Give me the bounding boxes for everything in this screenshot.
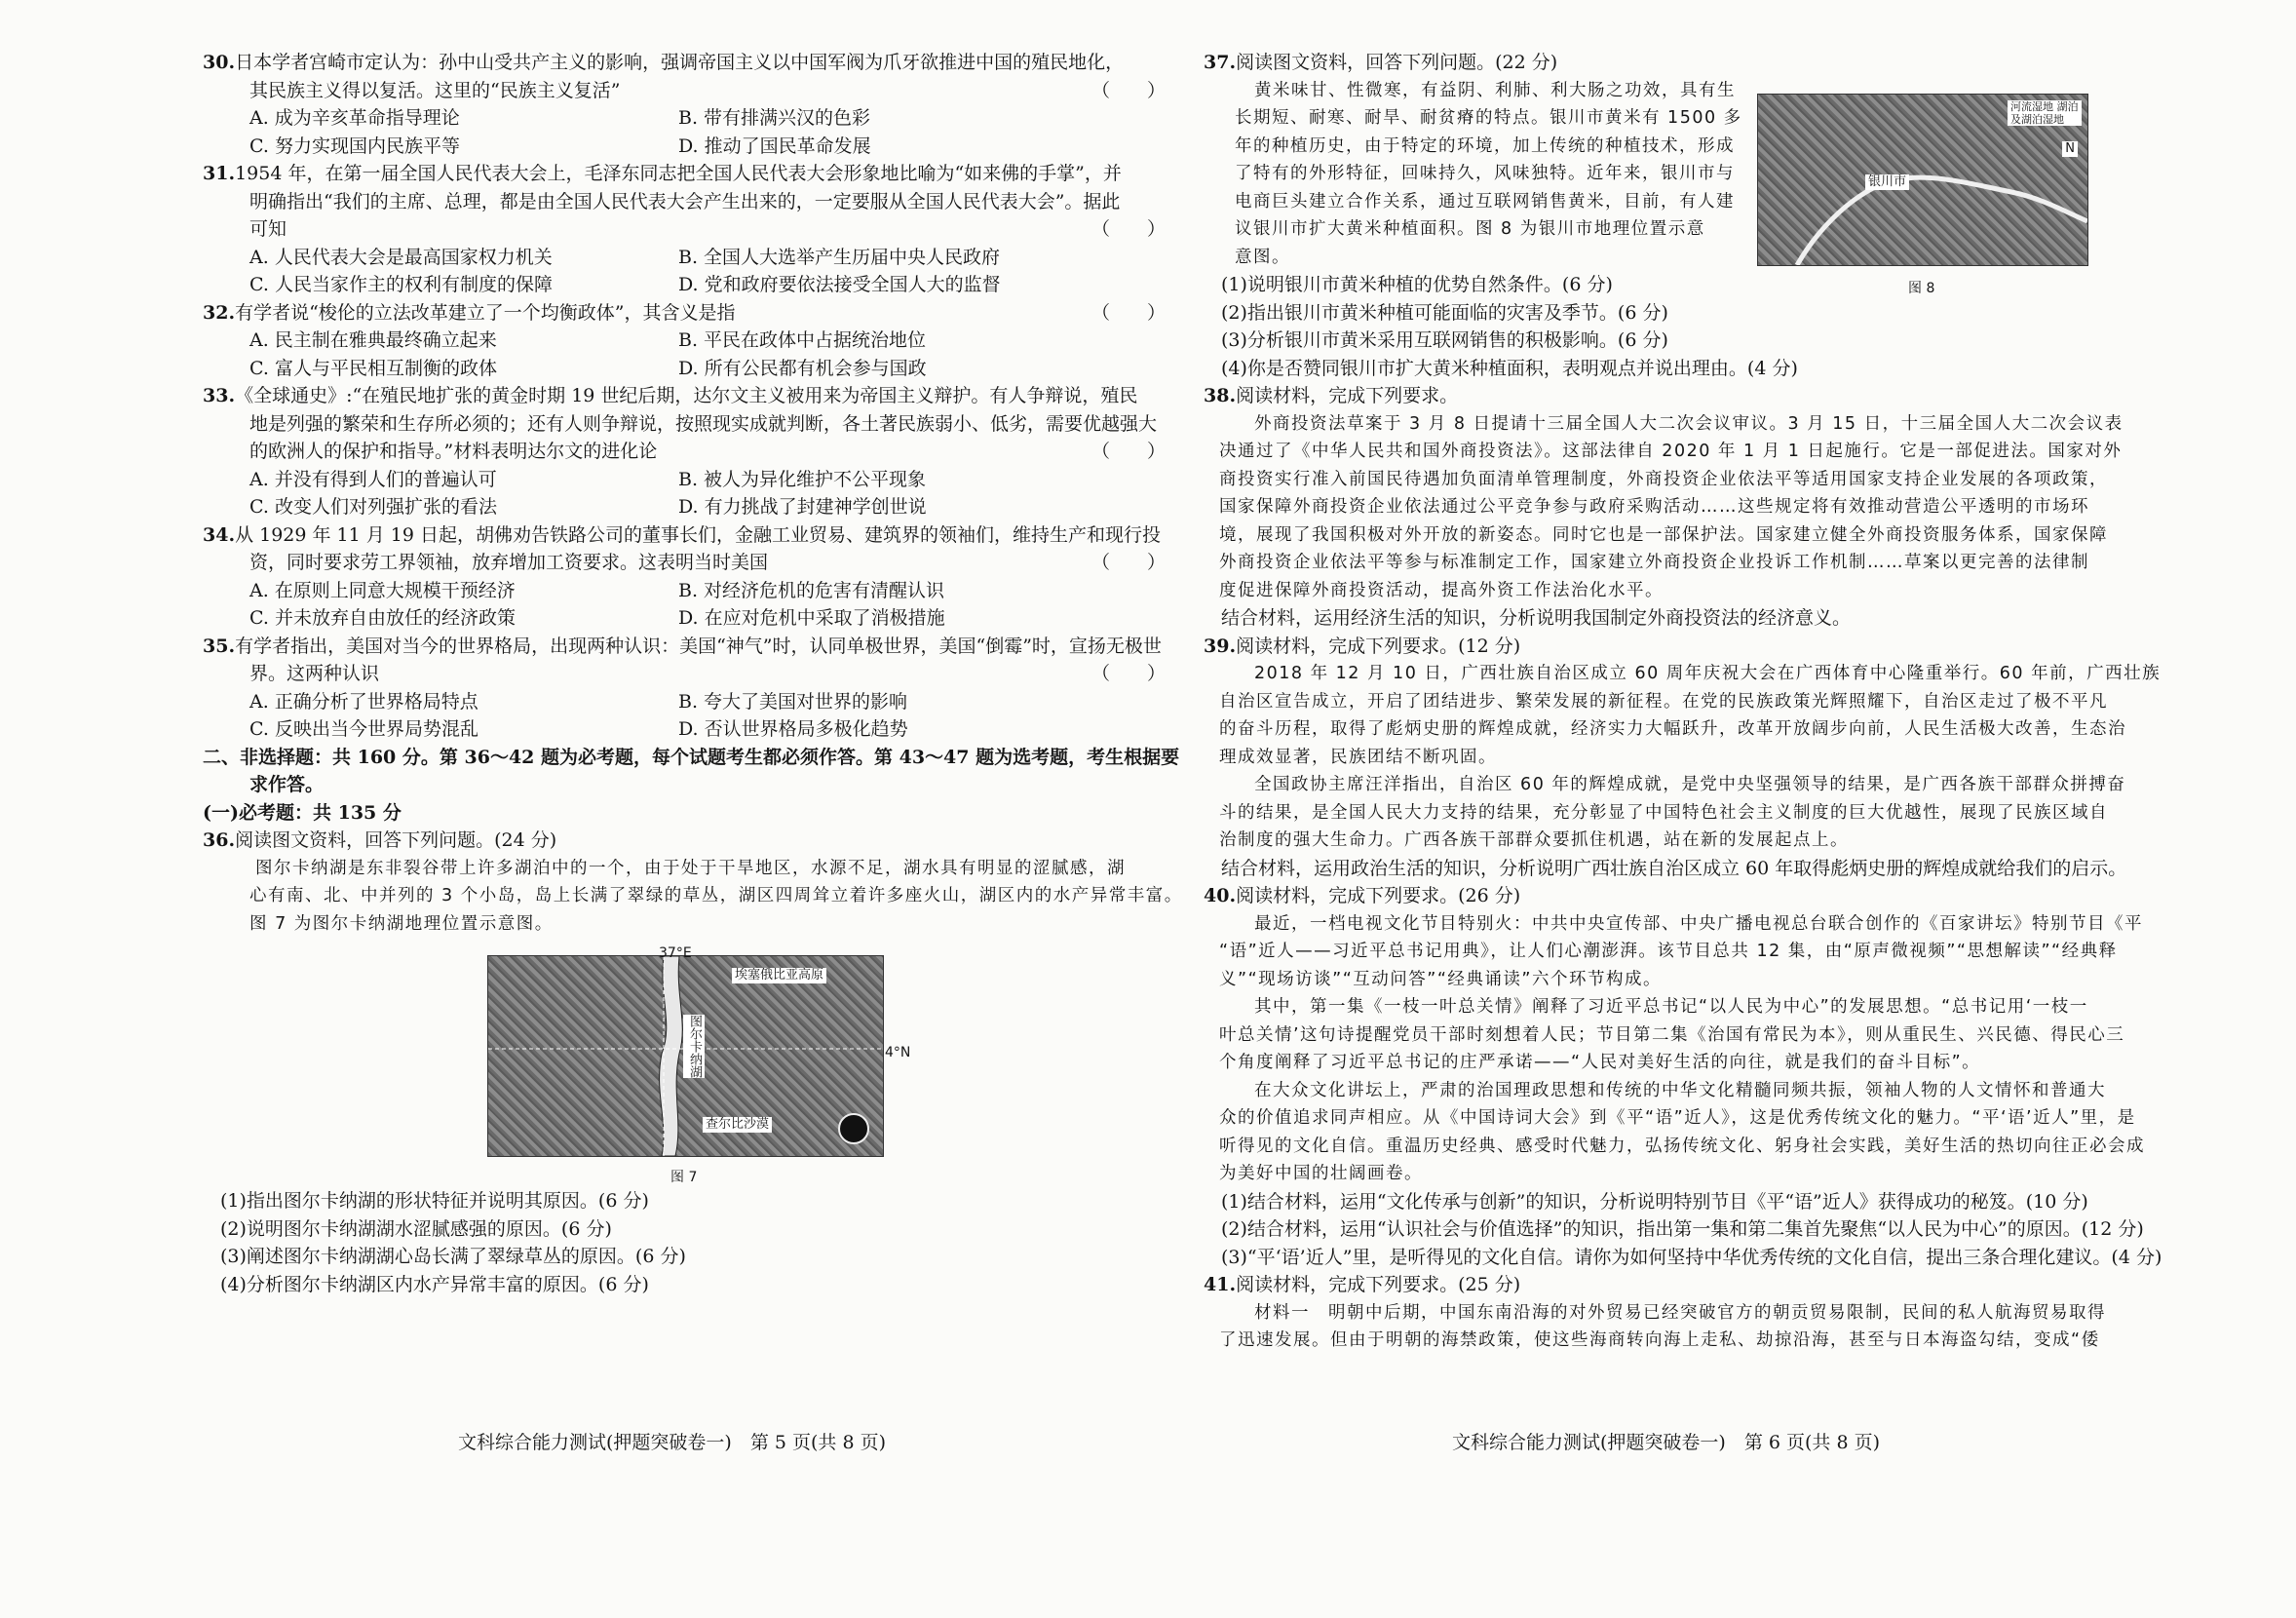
option-a: A. 成为辛亥革命指导理论 bbox=[249, 107, 460, 129]
question-number: 41. bbox=[1204, 1274, 1237, 1295]
option-c: C. 改变人们对列强扩张的看法 bbox=[249, 496, 497, 518]
material-text: 图尔卡纳湖是东非裂谷带上许多湖泊中的一个，由于处于干旱地区，水源不足，湖水具有明显的涩腻感，湖 bbox=[255, 858, 1126, 878]
answer-paren: （ ） bbox=[1091, 663, 1166, 684]
question-41 bbox=[1204, 1271, 2178, 1355]
question-number: 38. bbox=[1204, 385, 1237, 406]
figure-7-wrap bbox=[203, 944, 1177, 1187]
task-text: 结合材料，运用政治生活的知识，分析说明广西壮族自治区成立 60 年取得彪炳史册的辉煌成就给我们的启示。 bbox=[1221, 857, 2127, 879]
material-text: 议银川市扩大黄米种植面积。图 8 为银川市地理位置示意 bbox=[1235, 219, 1705, 239]
option-a: A. 正确分析了世界格局特点 bbox=[249, 690, 478, 713]
question-40 bbox=[1204, 882, 2178, 1271]
question-32 bbox=[203, 299, 1177, 383]
material-text: “语”近人——习近平总书记用典》，让人们心潮澎湃。该节目总共 12 集，由“原声微视频”“思想解读”“经典释 bbox=[1219, 942, 2118, 961]
question-37 bbox=[1204, 49, 2178, 382]
option-b: B. 带有排满兴汉的色彩 bbox=[678, 107, 871, 129]
question-number: 31. bbox=[203, 163, 236, 184]
option-c: C. 努力实现国内民族平等 bbox=[249, 135, 460, 157]
longitude-label: 37°E bbox=[659, 945, 692, 961]
page-footer-right: 文科综合能力测试(押题突破卷一) 第 6 页(共 8 页) bbox=[1452, 1432, 1880, 1453]
question-number: 40. bbox=[1204, 885, 1237, 906]
material-text: 电商巨头建立合作关系，通过互联网销售黄米，目前，有人建 bbox=[1235, 191, 1735, 212]
question-head: 阅读材料，完成下列要求。(12 分) bbox=[1236, 635, 1521, 657]
material-text: 商投资实行准入前国民待遇加负面清单管理制度，外商投资企业依法平等适用国家支持企业发展的各项政策， bbox=[1219, 469, 2108, 489]
material-text: 了特有的外形特征，回味持久，风味独特。近年来，银川市与 bbox=[1235, 164, 1735, 183]
question-30 bbox=[203, 49, 1177, 160]
material-text: 外商投资企业依法平等参与标准制定工作，国家建立外商投资企业投诉工作机制……草案以更完善的法律制 bbox=[1219, 553, 2089, 572]
sub-question: (2)结合材料，运用“认识社会与价值选择”的知识，指出第一集和第二集首先聚焦“以人民为中心”的原因。(12 分) bbox=[1221, 1218, 2144, 1240]
sub-question: (1)说明银川市黄米种植的优势自然条件。(6 分) bbox=[1221, 274, 1613, 295]
answer-paren: （ ） bbox=[1091, 552, 1166, 573]
question-head: 阅读材料，完成下列要求。(25 分) bbox=[1236, 1274, 1521, 1295]
option-b: B. 被人为异化维护不公平现象 bbox=[678, 468, 927, 490]
material-text: 图 7 为图尔卡纳湖地理位置示意图。 bbox=[249, 913, 554, 934]
material-text: 最近，一档电视文化节目特别火：中共中央宣传部、中央广播电视总台联合创作的《百家讲坛》特别节目《平 bbox=[1254, 913, 2143, 934]
question-head: 阅读材料，完成下列要求。 bbox=[1236, 385, 1459, 406]
question-text: 日本学者宫崎市定认为：孙中山受共产主义的影响，强调帝国主义以中国军阀为爪牙欲推进中国的殖民地化， bbox=[235, 52, 1125, 73]
option-c: C. 反映出当今世界局势混乱 bbox=[249, 718, 478, 740]
question-text: 可知 bbox=[249, 218, 287, 240]
question-number: 34. bbox=[203, 523, 236, 546]
figure-caption: 图 7 bbox=[670, 1170, 698, 1185]
subsection-heading: (一)必考题：共 135 分 bbox=[203, 801, 402, 824]
material-text: 心有南、北、中并列的 3 个小岛，岛上长满了翠绿的草丛，湖区四周耸立着许多座火山，湖区内的水产异常丰富。 bbox=[249, 886, 1183, 905]
material-text: 理成效显著，民族团结不断巩固。 bbox=[1219, 747, 1497, 767]
question-number: 32. bbox=[203, 301, 236, 324]
option-a: A. 民主制在雅典最终确立起来 bbox=[249, 329, 497, 351]
material-text: 长期短、耐寒、耐旱、耐贫瘠的特点。银川市黄米有 1500 多 bbox=[1235, 108, 1742, 128]
north-arrow-icon: N bbox=[2062, 141, 2078, 157]
sub-question: (4)分析图尔卡纳湖区内水产异常丰富的原因。(6 分) bbox=[220, 1273, 649, 1295]
question-text: 从 1929 年 11 月 19 日起，胡佛劝告铁路公司的董事长们，金融工业贸易、建筑界的领袖们，维持生产和现行投 bbox=[235, 523, 1162, 546]
material-text: 决通过了《中华人民共和国外商投资法》。这部法律自 2020 年 1 月 1 日起施行。它是一部促进法。国家对外 bbox=[1219, 442, 2123, 461]
turkana-map bbox=[487, 955, 884, 1157]
option-c: C. 富人与平民相互制衡的政体 bbox=[249, 357, 497, 379]
option-b: B. 平民在政体中占据统治地位 bbox=[678, 329, 927, 351]
section-heading: 二、非选择题：共 160 分。第 36～42 题为必考题，每个试题考生都必须作答。第 43～47 题为选考题，考生根据要 bbox=[203, 746, 1180, 768]
question-text: 界。这两种认识 bbox=[249, 663, 380, 684]
question-text: 的欧洲人的保护和指导。”材料表明达尔文的进化论 bbox=[249, 441, 658, 462]
question-38 bbox=[1204, 382, 2178, 633]
task-text: 结合材料，运用经济生活的知识，分析说明我国制定外商投资法的经济意义。 bbox=[1221, 607, 1852, 629]
material-text: 黄米味甘、性微寒，有益阴、利肺、利大肠之功效，具有生 bbox=[1254, 80, 1736, 100]
yinchuan-map bbox=[1757, 94, 2088, 266]
material-text: 为美好中国的壮阔画卷。 bbox=[1219, 1164, 1423, 1183]
page-footer-left: 文科综合能力测试(押题突破卷一) 第 5 页(共 8 页) bbox=[458, 1432, 886, 1453]
material-text: 国家保障外商投资企业依法通过公平竞争参与政府采购活动……这些规定将有效推动营造公平透明的市场环 bbox=[1219, 497, 2089, 517]
right-page bbox=[1204, 49, 2178, 1355]
material-text: 材料一 明朝中后期，中国东南沿海的对外贸易已经突破官方的朝贡贸易限制，民间的私人航海贸易取得 bbox=[1254, 1302, 2106, 1323]
material-text: 叶总关情’这句诗提醒党员干部时刻想着人民；节目第二集《治国有常民为本》，则从重民生、兴民德、得民心三 bbox=[1219, 1024, 2125, 1045]
sub-question: (1)结合材料，运用“文化传承与创新”的知识，分析说明特别节目《平“语”近人》获得成功的秘笈。(10 分) bbox=[1221, 1190, 2088, 1213]
material-text: 了迅速发展。但由于明朝的海禁政策，使这些海商转向海上走私、劫掠沿海，甚至与日本海盗勾结，变成“倭 bbox=[1219, 1330, 2100, 1350]
material-text: 其中，第一集《一枝一叶总关情》阐释了习近平总书记“以人民为中心”的发展思想。“总书记用‘一枝一 bbox=[1254, 997, 2088, 1017]
answer-paren: （ ） bbox=[1091, 79, 1166, 101]
material-text: 自治区宣告成立，开启了团结进步、繁荣发展的新征程。在党的民族政策光辉照耀下，自治区走过了极不平凡 bbox=[1219, 691, 2108, 712]
option-d: D. 否认世界格局多极化趋势 bbox=[678, 718, 908, 740]
material-text: 众的价值追求同声相应。从《中国诗词大会》到《平“语”近人》，这是优秀传统文化的魅力。“平‘语’近人”里，是 bbox=[1219, 1108, 2136, 1128]
question-36 bbox=[203, 827, 1183, 1298]
map-legend: 河流湿地 湖泊及湖泊湿地 bbox=[2008, 100, 2082, 126]
question-number: 30. bbox=[203, 52, 236, 73]
question-number: 36. bbox=[203, 829, 236, 851]
sub-question: (3)“平‘语’近人”里，是听得见的文化自信。请你为如何坚持中华优秀传统的文化自信，提出三条合理化建议。(4 分) bbox=[1221, 1246, 2162, 1268]
sub-question: (3)阐述图尔卡纳湖湖心岛长满了翠绿草丛的原因。(6 分) bbox=[220, 1246, 686, 1267]
answer-paren: （ ） bbox=[1091, 301, 1166, 324]
material-text: 年的种植历史，由于特定的环境，加上传统的种植技术，形成 bbox=[1235, 135, 1735, 156]
material-text: 个角度阐释了习近平总书记的庄严承诺——“人民对美好生活的向往，就是我们的奋斗目标”。 bbox=[1219, 1053, 1981, 1072]
answer-paren: （ ） bbox=[1091, 441, 1166, 462]
sub-question: (2)指出银川市黄米种植可能面临的灾害及季节。(6 分) bbox=[1221, 301, 1668, 324]
material-text: 外商投资法草案于 3 月 8 日提请十三届全国人大二次会议审议。3 月 15 日，十三届全国人大二次会议表 bbox=[1254, 413, 2124, 434]
option-d: D. 有力挑战了封建神学创世说 bbox=[678, 496, 927, 518]
question-text: 1954 年，在第一届全国人民代表大会上，毛泽东同志把全国人民代表大会形象地比喻为“如来佛的手掌”，并 bbox=[235, 163, 1122, 184]
question-number: 39. bbox=[1204, 635, 1237, 657]
sub-question: (2)说明图尔卡纳湖湖水涩腻感强的原因。(6 分) bbox=[220, 1217, 612, 1240]
question-number: 35. bbox=[203, 635, 236, 657]
question-text: 资，同时要求劳工界领袖，放弃增加工资要求。这表明当时美国 bbox=[249, 552, 769, 573]
question-33 bbox=[203, 382, 1177, 521]
material-text: 境，展现了我国积极对外开放的新姿态。同时它也是一部保护法。国家建立健全外商投资服务体系，国家保障 bbox=[1219, 524, 2108, 545]
material-text: 全国政协主席汪洋指出，自治区 60 年的辉煌成就，是党中央坚强领导的结果，是广西各族干部群众拼搏奋 bbox=[1254, 775, 2126, 794]
question-text: 其民族主义得以复活。这里的“民族主义复活” bbox=[249, 79, 621, 101]
figure-caption: 图 8 bbox=[1908, 281, 1935, 296]
question-text: 地是列强的繁荣和生存所必须的；还有人则争辩说，按照现实成就判断，各土著民族弱小、低劣，需要优越强大 bbox=[249, 412, 1158, 435]
question-35 bbox=[203, 633, 1177, 744]
question-text: 有学者说“梭伦的立法改革建立了一个均衡政体”，其含义是指 bbox=[235, 301, 736, 324]
option-d: D. 所有公民都有机会参与国政 bbox=[678, 357, 927, 379]
material-text: 意图。 bbox=[1235, 247, 1290, 267]
question-number: 37. bbox=[1204, 52, 1237, 73]
section-heading-cont: 求作答。 bbox=[249, 774, 325, 795]
material-block bbox=[1204, 77, 1749, 272]
option-b: B. 全国人大选举产生历届中央人民政府 bbox=[678, 246, 1001, 268]
question-head: 阅读材料，完成下列要求。(26 分) bbox=[1236, 885, 1521, 906]
city-label: 银川市 bbox=[1865, 174, 1909, 190]
material-text: 治制度的强大生命力。广西各族干部群众要抓住机遇，站在新的发展起点上。 bbox=[1219, 830, 1849, 850]
question-text: 《全球通史》:“在殖民地扩张的黄金时期 19 世纪后期，达尔文主义被用来为帝国主义辩护。有人争辩说，殖民 bbox=[235, 385, 1138, 406]
sub-question: (1)指出图尔卡纳湖的形状特征并说明其原因。(6 分) bbox=[220, 1190, 649, 1212]
option-a: A. 人民代表大会是最高国家权力机关 bbox=[249, 246, 553, 268]
lake-label: 图尔卡纳湖 bbox=[683, 1015, 705, 1078]
option-d: D. 在应对危机中采取了消极措施 bbox=[678, 607, 945, 629]
compass-icon bbox=[838, 1113, 869, 1144]
sub-question: (3)分析银川市黄米采用互联网销售的积极影响。(6 分) bbox=[1221, 329, 1668, 351]
material-text: 的奋斗历程，取得了彪炳史册的辉煌成就，经济实力大幅跃升，改革开放阔步向前，人民生活极大改善，生态治 bbox=[1219, 719, 2126, 739]
option-c: C. 并未放弃自由放任的经济政策 bbox=[249, 607, 516, 629]
material-text: 听得见的文化自信。重温历史经典、感受时代魅力，弘扬传统文化、躬身社会实践，美好生活的热切向往正必会成 bbox=[1219, 1136, 2145, 1156]
question-number: 33. bbox=[203, 385, 236, 406]
left-page bbox=[203, 49, 1183, 1298]
desert-label: 查尔比沙漠 bbox=[703, 1117, 772, 1133]
option-b: B. 对经济危机的危害有清醒认识 bbox=[678, 579, 945, 601]
option-d: D. 推动了国民革命发展 bbox=[678, 135, 871, 157]
option-a: A. 在原则上同意大规模干预经济 bbox=[249, 579, 516, 601]
question-31 bbox=[203, 160, 1177, 299]
material-text: 斗的结果，是全国人民大力支持的结果，充分彰显了中国特色社会主义制度的巨大优越性，展现了民族区域自 bbox=[1219, 802, 2108, 823]
question-text: 有学者指出，美国对当今的世界格局，出现两种认识：美国“神气”时，认同单极世界，美国“倒霉”时，宣扬无极世 bbox=[235, 635, 1162, 657]
ethiopia-label: 埃塞俄比亚高原 bbox=[732, 968, 826, 983]
latitude-label: 4°N bbox=[885, 1045, 911, 1060]
question-head: 阅读图文资料，回答下列问题。(22 分) bbox=[1236, 52, 1558, 73]
option-b: B. 夸大了美国对世界的影响 bbox=[678, 690, 908, 713]
answer-paren: （ ） bbox=[1091, 218, 1166, 240]
material-text: 度促进保障外商投资活动，提高外资工作法治化水平。 bbox=[1219, 580, 1664, 600]
option-c: C. 人民当家作主的权利有制度的保障 bbox=[249, 274, 553, 295]
material-text: 在大众文化讲坛上，严肃的治国理政思想和传统的中华文化精髓同频共振，领袖人物的人文情怀和普通大 bbox=[1254, 1080, 2106, 1100]
material-text: 义”“现场访谈”“互动问答”“经典诵读”六个环节构成。 bbox=[1219, 969, 1662, 989]
sub-question: (4)你是否赞同银川市扩大黄米种植面积，表明观点并说出理由。(4 分) bbox=[1221, 357, 1798, 379]
option-a: A. 并没有得到人们的普遍认可 bbox=[249, 468, 497, 490]
question-text: 明确指出“我们的主席、总理，都是由全国人民代表大会产生出来的，一定要服从全国人民代表大会”。据此 bbox=[249, 190, 1121, 212]
question-39 bbox=[1204, 633, 2178, 883]
question-34 bbox=[203, 521, 1177, 633]
option-d: D. 党和政府要依法接受全国人大的监督 bbox=[678, 274, 1001, 295]
material-text: 2018 年 12 月 10 日，广西壮族自治区成立 60 周年庆祝大会在广西体育中心隆重举行。60 年前，广西壮族 bbox=[1254, 664, 2162, 683]
question-head: 阅读图文资料，回答下列问题。(24 分) bbox=[235, 829, 557, 851]
